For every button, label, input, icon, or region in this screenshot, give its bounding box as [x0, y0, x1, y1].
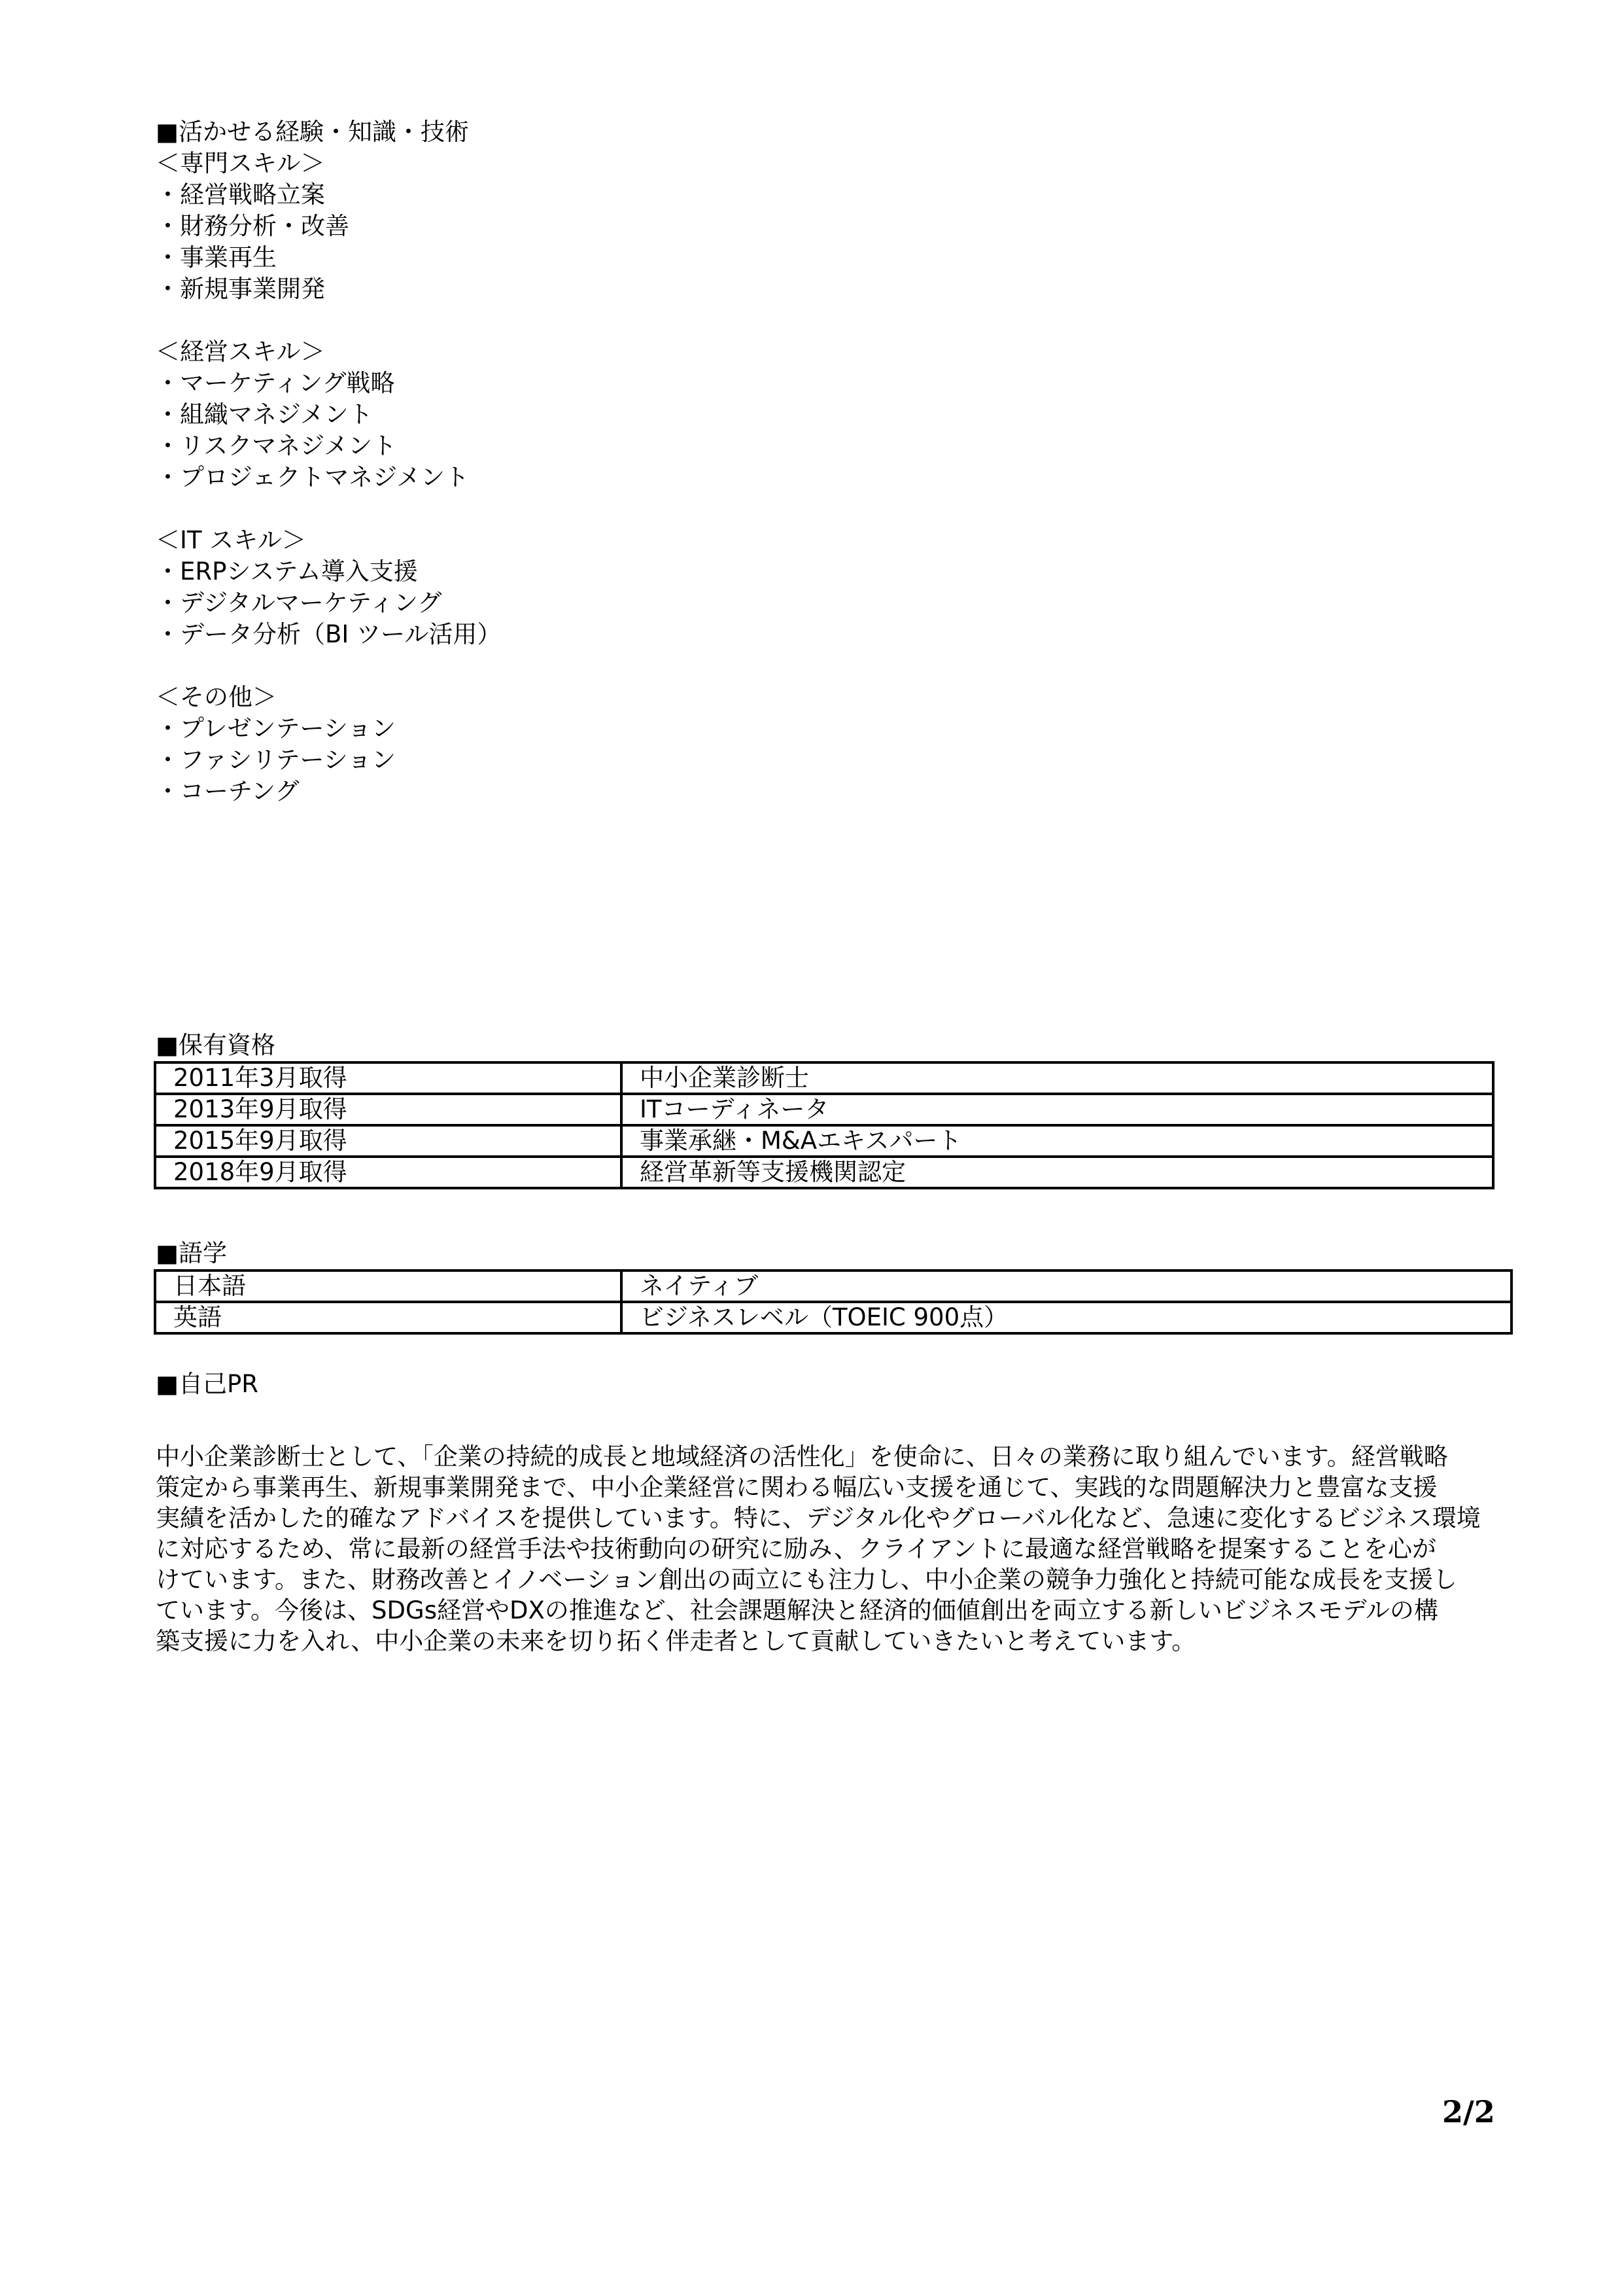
qualification-date: 2011年3月取得	[155, 1062, 621, 1094]
skill-item: ・リスクマネジメント	[156, 432, 397, 460]
skill-item: ・データ分析（BI ツール活用）	[156, 620, 502, 648]
qualification-name: ITコーディネータ	[621, 1094, 1493, 1125]
qualifications-heading: ■保有資格	[156, 1031, 275, 1059]
table-row	[155, 1062, 1493, 1094]
table-row	[155, 1125, 1493, 1157]
language-name: 日本語	[155, 1270, 621, 1302]
skill-item: ・デジタルマーケティング	[156, 589, 442, 617]
skill-group-title: ＜IT スキル＞	[156, 526, 306, 554]
table-row	[155, 1094, 1493, 1125]
language-name: 英語	[155, 1302, 621, 1333]
self-pr-line: 築支援に力を入れ、中小企業の未来を切り拓く伴走者として貢献していきたいと考えています。	[156, 1627, 1196, 1655]
skill-group-title: ＜専門スキル＞	[156, 149, 325, 177]
table-row	[155, 1157, 1493, 1188]
skill-item: ・ファシリテーション	[156, 746, 396, 774]
skill-item: ・ERPシステム導入支援	[156, 557, 418, 586]
table-row	[155, 1270, 1512, 1302]
qualification-date: 2015年9月取得	[155, 1125, 621, 1157]
qualification-date: 2013年9月取得	[155, 1094, 621, 1125]
self-pr-line: に対応するため、常に最新の経営手法や技術動向の研究に励み、クライアントに最適な経営戦略を提案することを心が	[156, 1535, 1437, 1563]
self-pr-line: けています。また、財務改善とイノベーション創出の両立にも注力し、中小企業の競争力強化と持続可能な成長を支援し	[156, 1566, 1457, 1594]
languages-table	[154, 1269, 1513, 1335]
skill-group-title: ＜経営スキル＞	[156, 338, 325, 366]
language-level: ビジネスレベル（TOEIC 900点）	[621, 1302, 1512, 1333]
table-row	[155, 1302, 1512, 1333]
skill-item: ・プロジェクトマネジメント	[156, 463, 470, 491]
skill-item: ・マーケティング戦略	[156, 369, 395, 397]
language-level: ネイティブ	[621, 1270, 1512, 1302]
skill-item: ・経営戦略立案	[156, 181, 325, 209]
skill-group-title: ＜その他＞	[156, 683, 277, 711]
skill-group-specialist	[156, 148, 1071, 305]
skill-item: ・組織マネジメント	[156, 400, 373, 429]
self-pr-line: 策定から事業再生、新規事業開発まで、中小企業経営に関わる幅広い支援を通じて、実践的な問題解決力と豊富な支援	[156, 1473, 1438, 1501]
languages-heading: ■語学	[156, 1239, 227, 1267]
skills-heading: ■活かせる経験・知識・技術	[156, 118, 469, 146]
self-pr-line: 実績を活かした的確なアドバイスを提供しています。特に、デジタル化やグローバル化など、急速に変化するビジネス環境	[156, 1504, 1481, 1532]
self-pr-body	[156, 1441, 1510, 1656]
qualification-name: 中小企業診断士	[621, 1062, 1493, 1094]
skills-section	[156, 116, 1071, 839]
self-pr-heading: ■自己PR	[156, 1370, 258, 1398]
self-pr-line: ています。今後は、SDGs経営やDXの推進など、社会課題解決と経済的価値創出を両立する新しいビジネスモデルの構	[156, 1596, 1438, 1624]
skill-group-other	[156, 682, 1071, 807]
skill-item: ・新規事業開発	[156, 275, 325, 303]
skill-item: ・プレゼンテーション	[156, 714, 396, 743]
skill-group-management	[156, 336, 1071, 493]
page-number: 2/2	[1442, 2094, 1495, 2129]
skill-item: ・事業再生	[156, 243, 277, 272]
qualifications-table	[154, 1061, 1494, 1189]
skill-item: ・コーチング	[156, 777, 300, 805]
self-pr-line: 中小企業診断士として、「企業の持続的成長と地域経済の活性化」を使命に、日々の業務に取り組んでいます。経営戦略	[156, 1443, 1448, 1471]
skill-item: ・財務分析・改善	[156, 212, 349, 240]
qualification-date: 2018年9月取得	[155, 1157, 621, 1188]
qualification-name: 事業承継・M&Aエキスパート	[621, 1125, 1493, 1157]
qualification-name: 経営革新等支援機関認定	[621, 1157, 1493, 1188]
skill-group-it	[156, 525, 1071, 650]
